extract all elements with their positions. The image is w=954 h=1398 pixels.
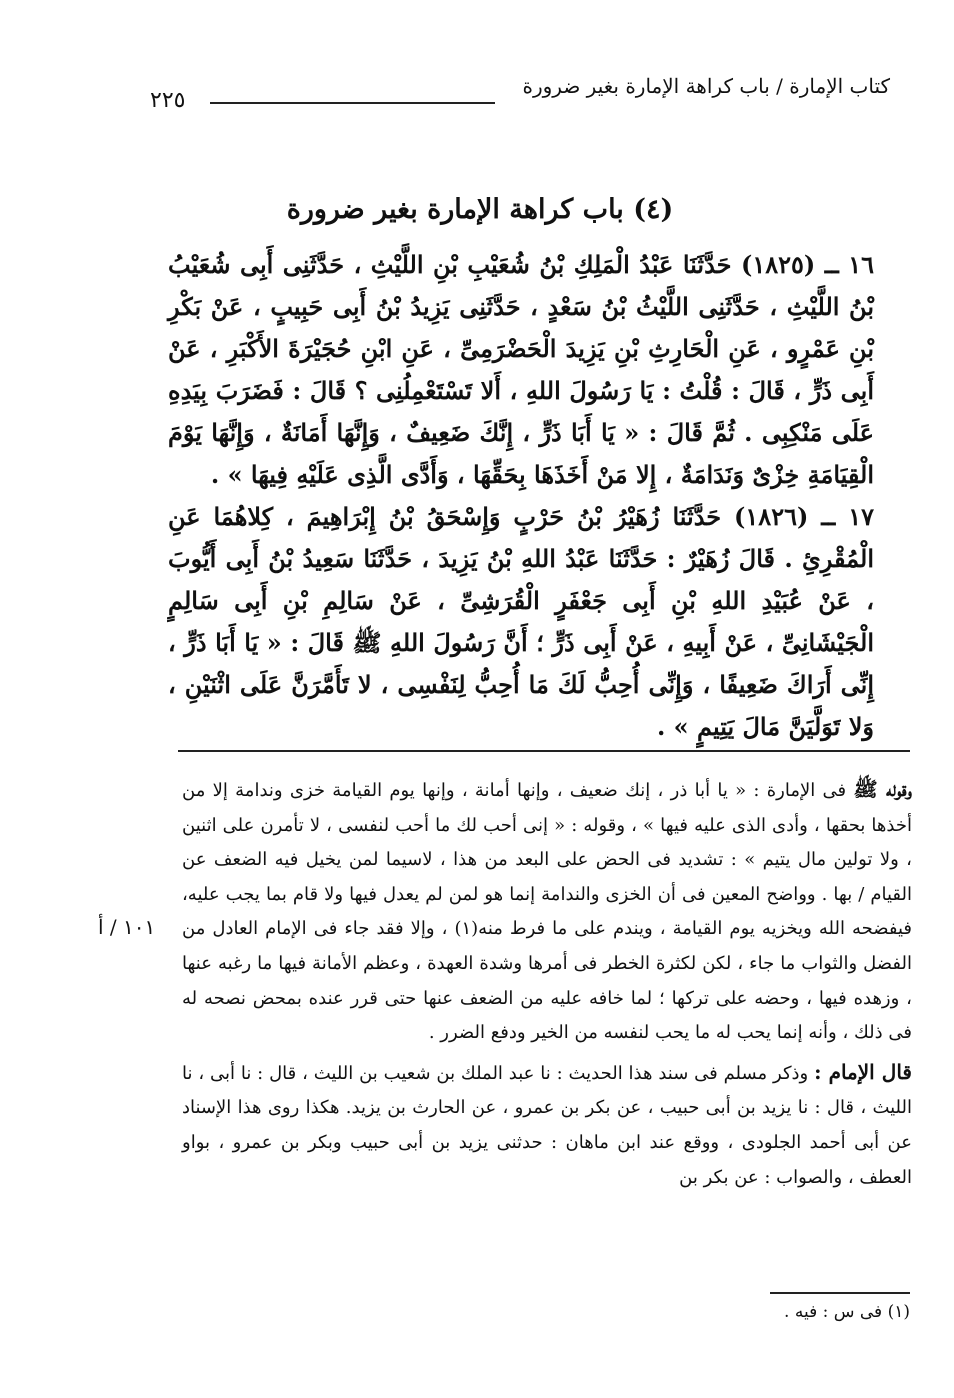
running-header-rule	[210, 102, 495, 104]
commentary-paragraph	[182, 772, 912, 1051]
commentary-text: فى الإمارة : « يا أبا ذر ، إنك ضعيف ، وإنها أمانة ، وإنها يوم القيامة خزى وندامة إلا من أخذها بحقها ، وأدى الذى عليه فيها » ، وقوله : « إنى أحب لك ما أحب لنفسى ، لا تأمرن على اثنين ، ولا تولين مال يتيم » : تشديد فى الحض على البعد من هذا ، لاسيما لمن يخيل فيه الضعف عن القيام / بها . وواضح المعين فى أن الخزى والندامة إنما هو لمن لم يعدل فيها ولا قام بما يجب عليه، فيفضحه الله ويخزيه يوم القيامة ، ويندم على ما فرط منه(١) ، وإلا فقد جاء فى الإمام العادل من الفضل والثواب ما جاء ، لكن لكثرة الخطر فى أمرها وشدة العهدة ، وعظم الأمانة فيها ما رغبه عنها ، وزهده فيها ، وحضه على تركها ؛ لما خافه عليه من الضعف عنها حتى قرر عنده بمحض نصحه له فى ذلك ، وأنه إنما يحب له ما يحب لنفسه من الخير ودفع الضرر .	[182, 780, 912, 1044]
manuscript-folio-reference: ١٠١ / أ	[98, 915, 156, 939]
section-divider	[178, 750, 910, 752]
commentary-paragraph	[182, 1055, 912, 1195]
footnote: (١) فى س : فيه .	[784, 1302, 910, 1322]
commentary-text: وذكر مسلم فى سند هذا الحديث : نا عبد الملك بن شعيب بن الليث ، قال : نا أبى ، نا الليث ، قال : نا يزيد بن أبى حبيب ، عن بكر بن عمرو ، عن الحارث بن يزيد. هكذا روى هذا الإسناد عن أبى أحمد الجلودى ، ووقع عند ابن ماهان : حدثنى يزيد بن أبى حبيب وبكر بن عمرو ، بواو العطف ، والصواب : عن بكر بن	[182, 1062, 912, 1188]
commentary	[182, 772, 912, 1195]
page-number: ٢٢٥	[150, 88, 186, 113]
running-header-title: كتاب الإمارة / باب كراهة الإمارة بغير ضرورة	[522, 74, 890, 98]
hadith-paragraph: ١٧ ــ (١٨٢٦) حَدَّثَنَا زُهَيْرُ بْنُ حَرْبٍ وَإِسْحَقُ بْنُ إِبْرَاهِيمَ ، كِلاهُمَا عَنِ الْمُقْرِئِ . قَالَ زُهَيْرٌ : حَدَّثَنَا عَبْدُ اللهِ بْنُ يَزِيدَ ، حَدَّثَنَا سَعِيدُ بْنُ أَبِى أَيُّوبَ ، عَنْ عُبَيْدِ اللهِ بْنِ أَبِى جَعْفَرٍ الْقُرَشِىِّ ، عَنْ سَالِمِ بْنِ أَبِى سَالِمٍ الْجَيْشَانِىِّ ، عَنْ أَبِيهِ ، عَنْ أَبِى ذَرٍّ ؛ أَنَّ رَسُولَ اللهِ ﷺ قَالَ : « يَا أَبَا ذَرٍّ ، إِنِّى أَرَاكَ ضَعِيفًا ، وَإِنِّى أُحِبُّ لَكَ مَا أُحِبُّ لِنَفْسِى ، لا تَأَمَّرَنَّ عَلَى اثْنَيْنِ ، وَلا تَوَلَّيَنَّ مَالَ يَتِيمٍ » .	[168, 502, 875, 741]
hadith-text	[168, 244, 874, 748]
chapter-heading: (٤) باب كراهة الإمارة بغير ضرورة	[286, 194, 674, 225]
commentary-lead: وقوله ﷺ	[853, 777, 912, 801]
footnote-divider	[770, 1292, 910, 1294]
commentary-lead: قال الإمام :	[814, 1059, 912, 1084]
running-header	[150, 74, 890, 124]
hadith-paragraph: ١٦ ــ (١٨٢٥) حَدَّثَنَا عَبْدُ الْمَلِكِ بْنُ شُعَيْبِ بْنِ اللَّيْثِ ، حَدَّثَنِى أَبِى شُعَيْبُ بْنُ اللَّيْثِ ، حَدَّثَنِى اللَّيْثُ بْنُ سَعْدٍ ، حَدَّثَنِى يَزِيدُ بْنُ أَبِى حَبِيبٍ ، عَنْ بَكْرِ بْنِ عَمْرٍو ، عَنِ الْحَارِثِ بْنِ يَزِيدَ الْحَضْرَمِىِّ ، عَنِ ابْنِ حُجَيْرَةَ الأَكْبَرِ ، عَنْ أَبِى ذَرٍّ ، قَالَ : قُلْتُ : يَا رَسُولَ اللهِ ، أَلا تَسْتَعْمِلُنِى ؟ قَالَ : فَضَرَبَ بِيَدِهِ عَلَى مَنْكِبِى . ثُمَّ قَالَ : « يَا أَبَا ذَرٍّ ، إِنَّكَ ضَعِيفٌ ، وَإِنَّهَا أَمَانَةٌ ، وَإِنَّهَا يَوْمَ الْقِيَامَةِ خِزْىٌ وَنَدَامَةٌ ، إِلا مَنْ أَخَذَهَا بِحَقِّهَا ، وَأَدَّى الَّذِى عَلَيْهِ فِيهَا » .	[168, 250, 875, 489]
